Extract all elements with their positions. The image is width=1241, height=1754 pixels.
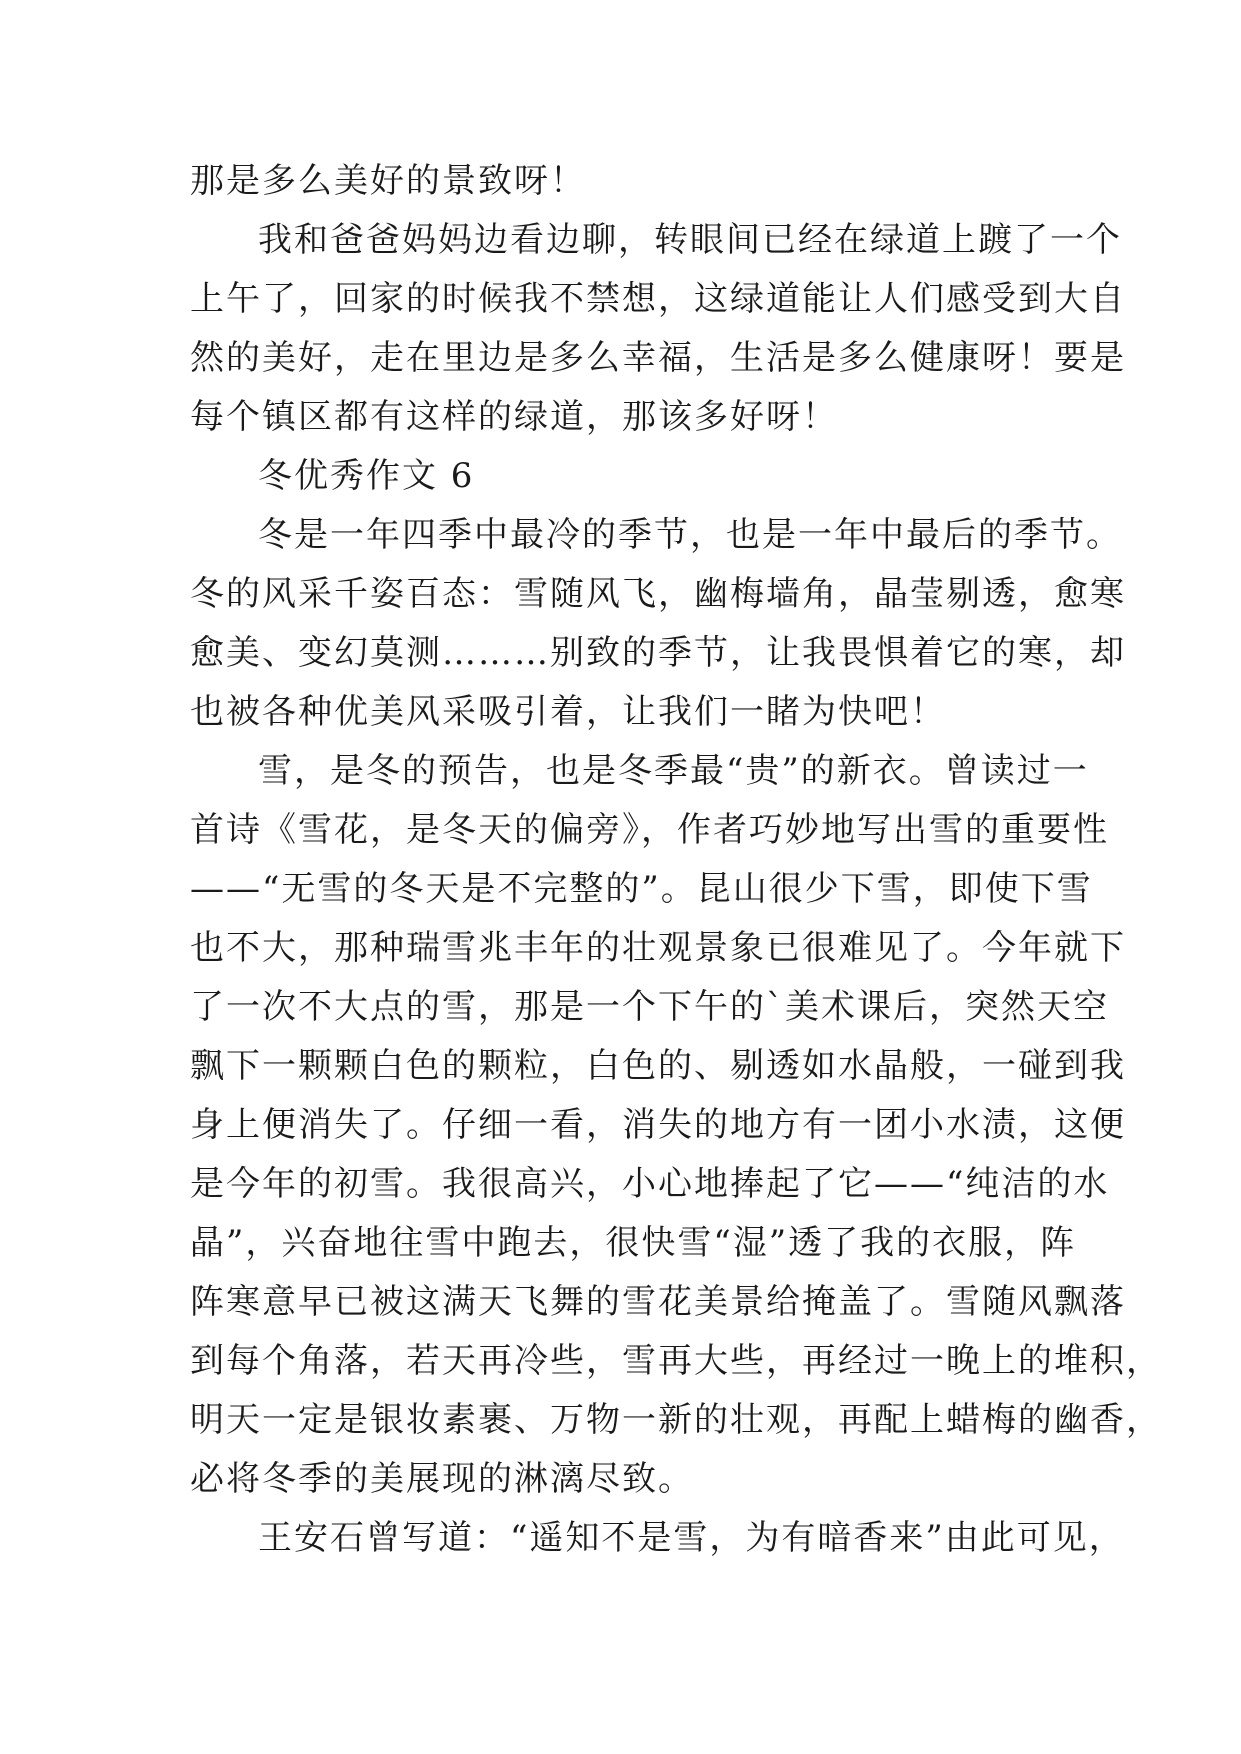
text-line: 我和爸爸妈妈边看边聊，转眼间已经在绿道上踱了一个	[258, 220, 1122, 260]
text-line: 也被各种优美风采吸引着，让我们一睹为快吧！	[190, 692, 946, 732]
text-line: 首诗《雪花，是冬天的偏旁》，作者巧妙地写出雪的重要性	[190, 810, 1109, 850]
text-line: 那是多么美好的景致呀！	[190, 161, 586, 201]
text-line: ——“无雪的冬天是不完整的”。昆山很少下雪，即使下雪	[190, 869, 1093, 909]
text-line: 冬优秀作文 6	[258, 456, 475, 496]
text-line: 阵寒意早已被这满天飞舞的雪花美景给掩盖了。雪随风飘落	[190, 1282, 1126, 1322]
text-line: 每个镇区都有这样的绿道，那该多好呀！	[190, 397, 838, 437]
text-line: 王安石曾写道：“遥知不是雪，为有暗香来”由此可见，	[258, 1518, 1125, 1558]
text-line: 明天一定是银妆素裹、万物一新的壮观，再配上蜡梅的幽香，	[190, 1400, 1162, 1440]
text-line: 上午了，回家的时候我不禁想，这绿道能让人们感受到大自	[190, 279, 1126, 319]
text-line: 然的美好，走在里边是多么幸福，生活是多么健康呀！要是	[190, 338, 1126, 378]
text-line: 晶”，兴奋地往雪中跑去，很快雪“湿”透了我的衣服，阵	[190, 1223, 1077, 1263]
text-line: 到每个角落，若天再冷些，雪再大些，再经过一晚上的堆积，	[190, 1341, 1162, 1381]
text-line: 冬是一年四季中最冷的季节，也是一年中最后的季节。	[258, 515, 1122, 555]
text-line: 雪，是冬的预告，也是冬季最“贵”的新衣。曾读过一	[258, 751, 1089, 791]
text-line: 冬的风采千姿百态：雪随风飞，幽梅墙角，晶莹剔透，愈寒	[190, 574, 1126, 614]
text-line: 愈美、变幻莫测………别致的季节，让我畏惧着它的寒，却	[190, 633, 1126, 673]
text-line: 飘下一颗颗白色的颗粒，白色的、剔透如水晶般，一碰到我	[190, 1046, 1126, 1086]
document-body	[190, 152, 1162, 1568]
text-line: 也不大，那种瑞雪兆丰年的壮观景象已很难见了。今年就下	[190, 928, 1126, 968]
text-line: 身上便消失了。仔细一看，消失的地方有一团小水渍，这便	[190, 1105, 1126, 1145]
text-line: 了一次不大点的雪，那是一个下午的`美术课后，突然天空	[190, 987, 1109, 1027]
text-line: 是今年的初雪。我很高兴，小心地捧起了它——“纯洁的水	[190, 1164, 1110, 1204]
text-line: 必将冬季的美展现的淋漓尽致。	[190, 1459, 694, 1499]
